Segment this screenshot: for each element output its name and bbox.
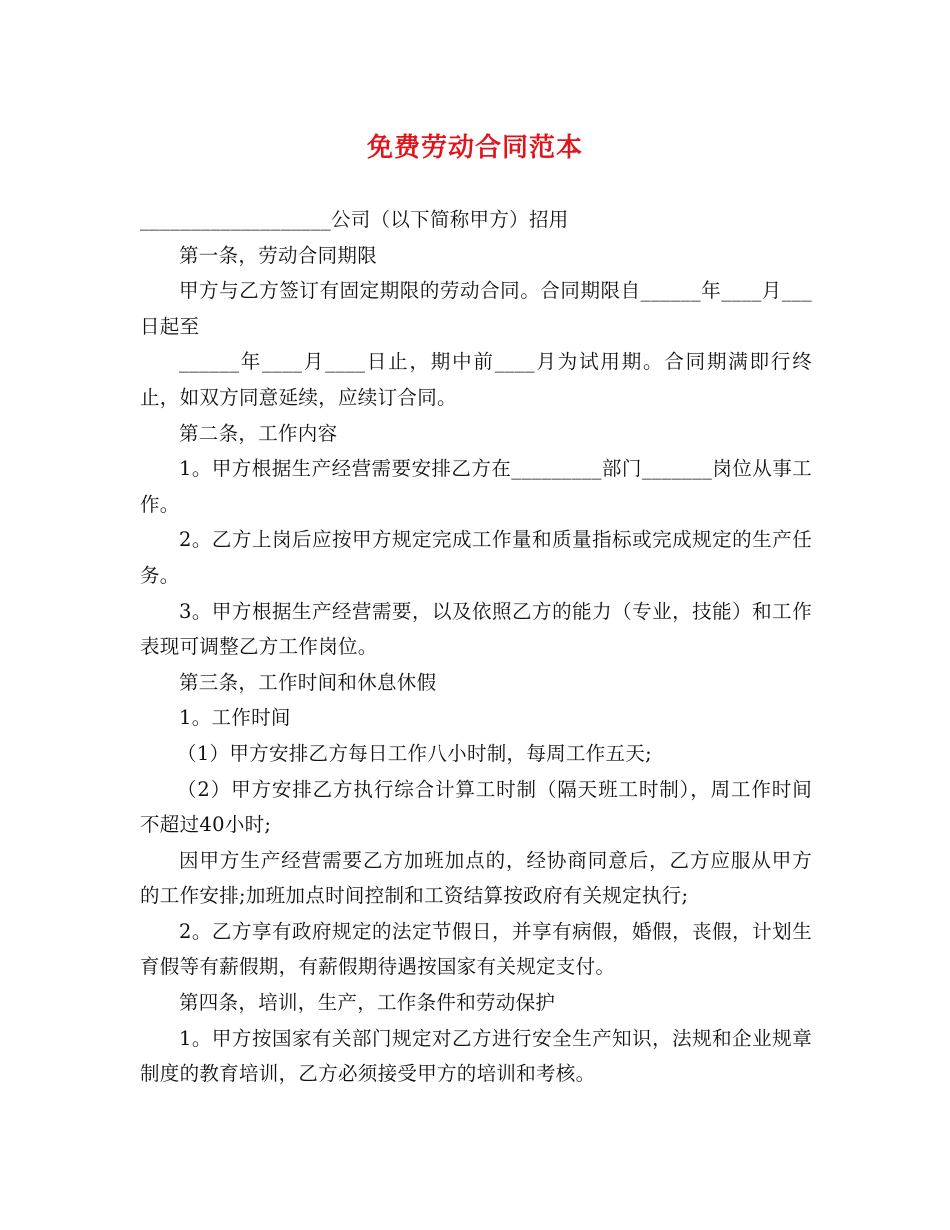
article-4-item: 1。甲方按国家有关部门规定对乙方进行安全生产知识，法规和企业规章制度的教育培训，乙方必须接受甲方的培训和考核。	[140, 1026, 812, 1086]
article-2-heading: 第二条，工作内容	[179, 421, 338, 445]
article-3-heading: 第三条，工作时间和休息休假	[179, 670, 437, 694]
article-1-paragraph: 甲方与乙方签订有固定期限的劳动合同。合同期限自______年____月___日起至	[140, 279, 812, 338]
article-3-paragraph: 因甲方生产经营需要乙方加班加点的，经协商同意后，乙方应服从甲方的工作安排;加班加点时间控制和工资结算按政府有关规定执行;	[140, 848, 812, 908]
document-body	[140, 202, 812, 1092]
article-3-item: 2。乙方享有政府规定的法定节假日，并享有病假，婚假，丧假，计划生育假等有薪假期，有薪假期待遇按国家有关规定支付。	[140, 919, 812, 979]
article-4-heading: 第四条，培训，生产，工作条件和劳动保护	[179, 991, 556, 1015]
article-2-item: 2。乙方上岗后应按甲方规定完成工作量和质量指标或完成规定的生产任务。	[140, 528, 812, 587]
article-1-paragraph: ______年____月____日止，期中前____月为试用期。合同期满即行终止，如双方同意延续，应续订合同。	[140, 350, 812, 409]
article-1-heading: 第一条，劳动合同期限	[179, 243, 378, 267]
article-3-item: 1。工作时间	[179, 706, 291, 730]
article-3-subitem: （1）甲方安排乙方每日工作八小时制，每周工作五天;	[177, 741, 653, 765]
article-2-item: 1。甲方根据生产经营需要安排乙方在_________部门_______岗位从事工作。	[140, 457, 812, 516]
article-3-subitem: （2）甲方安排乙方执行综合计算工时制（隔天班工时制），周工作时间不超过40小时;	[140, 777, 812, 837]
article-2-item: 3。甲方根据生产经营需要，以及依照乙方的能力（专业，技能）和工作表现可调整乙方工作岗位。	[140, 599, 812, 659]
document-title: 免费劳动合同范本	[366, 133, 583, 163]
contract-opening-line: ___________________公司（以下简称甲方）招用	[140, 208, 569, 231]
